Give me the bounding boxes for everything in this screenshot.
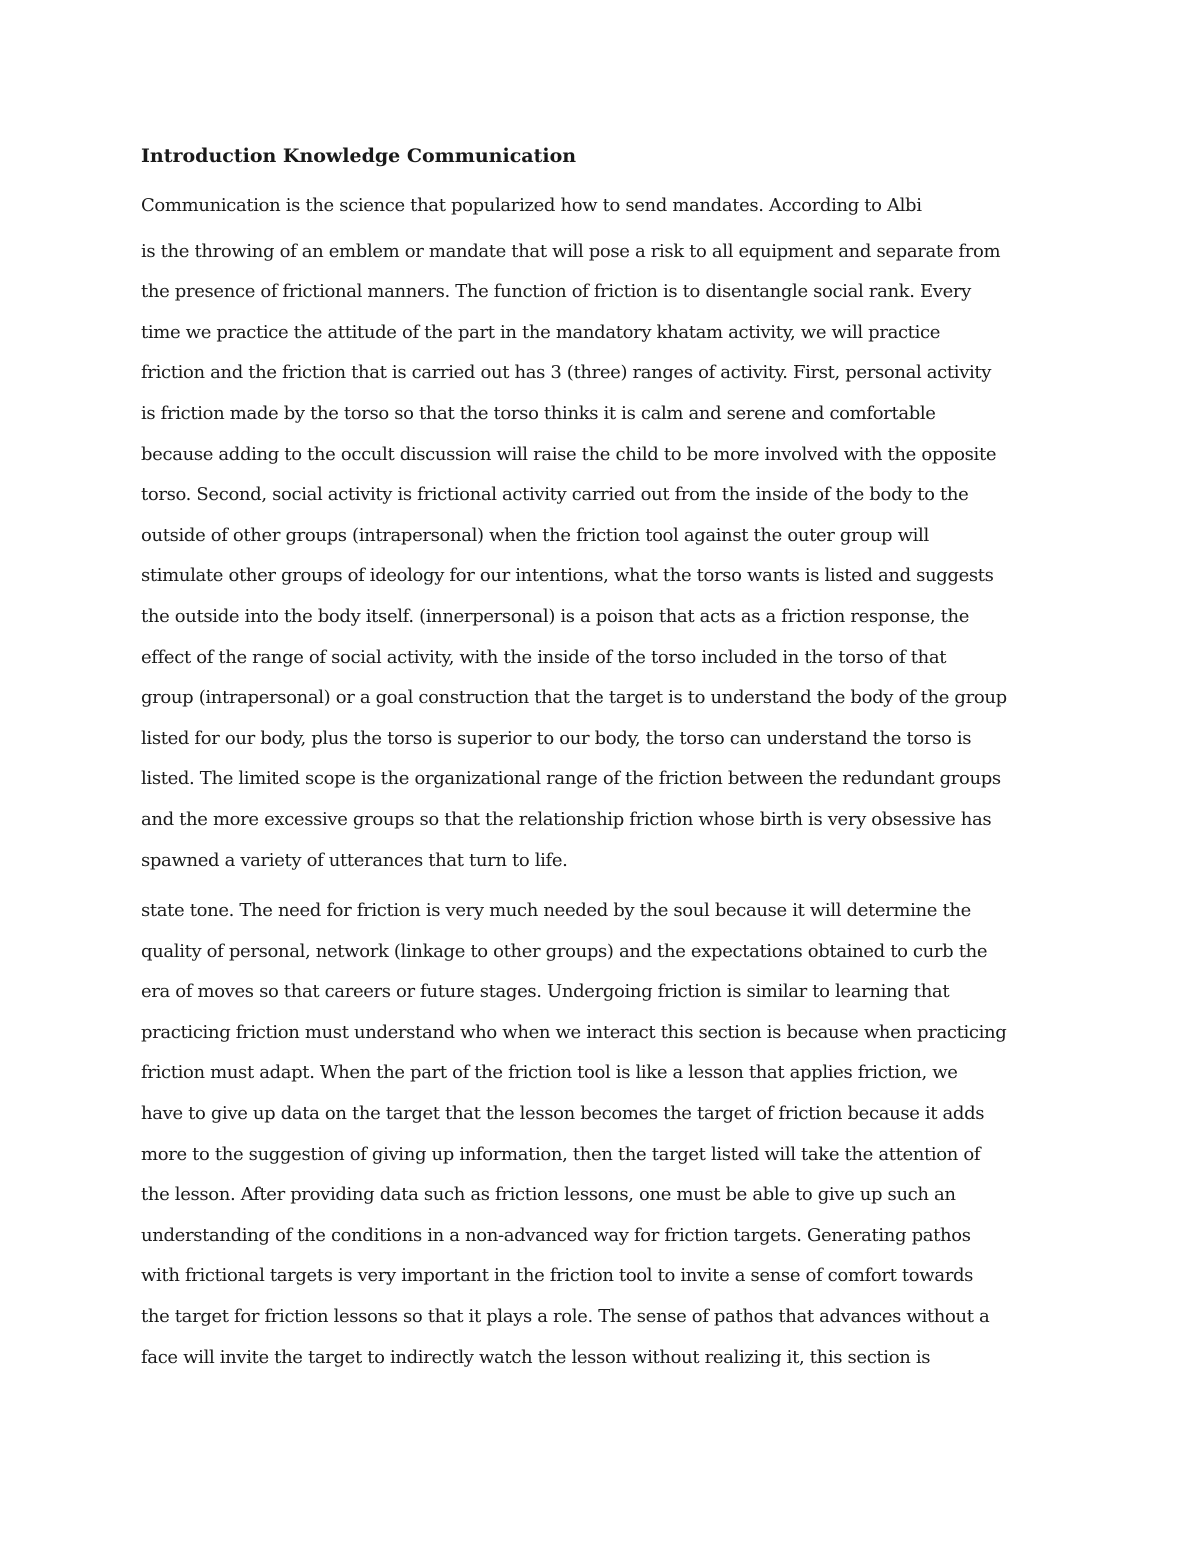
text-line: friction and the friction that is carried out has 3 (three) ranges of activity. First, personal activity [141, 362, 992, 384]
text-line: the lesson. After providing data such as friction lessons, one must be able to give up such an [141, 1184, 956, 1206]
text-line: outside of other groups (intrapersonal) when the friction tool against the outer group will [141, 524, 929, 546]
text-line: the target for friction lessons so that it plays a role. The sense of pathos that advances without a [141, 1306, 990, 1328]
text-line: state tone. The need for friction is very much needed by the soul because it will determine the [141, 900, 971, 922]
text-line: have to give up data on the target that the lesson becomes the target of friction because it adds [141, 1103, 985, 1125]
text-line: practicing friction must understand who when we interact this section is because when practicing [141, 1021, 1007, 1043]
document-title: Introduction Knowledge Communication [141, 145, 577, 167]
text-line: era of moves so that careers or future stages. Undergoing friction is similar to learning that [141, 981, 950, 1003]
text-line: effect of the range of social activity, with the inside of the torso included in the torso of that [141, 646, 947, 668]
text-line: torso. Second, social activity is frictional activity carried out from the inside of the body to the [141, 484, 969, 506]
paragraph-continuation [141, 891, 1061, 1378]
text-line: is friction made by the torso so that the torso thinks it is calm and serene and comfortable [141, 402, 936, 424]
paragraph-main [141, 232, 1061, 882]
text-line: listed. The limited scope is the organizational range of the friction between the redundant groups [141, 768, 1001, 790]
text-line: more to the suggestion of giving up information, then the target listed will take the attention of [141, 1143, 981, 1165]
text-line: listed for our body, plus the torso is superior to our body, the torso can understand the torso is [141, 727, 972, 749]
text-line: group (intrapersonal) or a goal construction that the target is to understand the body of the group [141, 687, 1007, 709]
text-line: stimulate other groups of ideology for our intentions, what the torso wants is listed and suggests [141, 565, 994, 587]
text-line: face will invite the target to indirectly watch the lesson without realizing it, this section is [141, 1346, 931, 1368]
text-line: is the throwing of an emblem or mandate that will pose a risk to all equipment and separate from [141, 240, 1001, 262]
document-body [141, 141, 1061, 1378]
text-line: quality of personal, network (linkage to other groups) and the expectations obtained to curb the [141, 940, 988, 962]
text-line: understanding of the conditions in a non-advanced way for friction targets. Generating pathos [141, 1224, 971, 1246]
text-line: time we practice the attitude of the part in the mandatory khatam activity, we will practice [141, 321, 941, 343]
paragraph-intro [141, 186, 1061, 227]
text-line: because adding to the occult discussion will raise the child to be more involved with the opposite [141, 443, 997, 465]
text-line: the outside into the body itself. (innerpersonal) is a poison that acts as a friction response, the [141, 605, 970, 627]
text-line: the presence of frictional manners. The function of friction is to disentangle social rank. Every [141, 281, 971, 303]
text-line: friction must adapt. When the part of the friction tool is like a lesson that applies friction, we [141, 1062, 958, 1084]
text-line: and the more excessive groups so that the relationship friction whose birth is very obsessive has [141, 808, 992, 830]
text-line: Communication is the science that popularized how to send mandates. According to Albi [141, 195, 922, 216]
text-line: spawned a variety of utterances that turn to life. [141, 849, 568, 871]
text-line: with frictional targets is very important in the friction tool to invite a sense of comfort towards [141, 1265, 974, 1287]
